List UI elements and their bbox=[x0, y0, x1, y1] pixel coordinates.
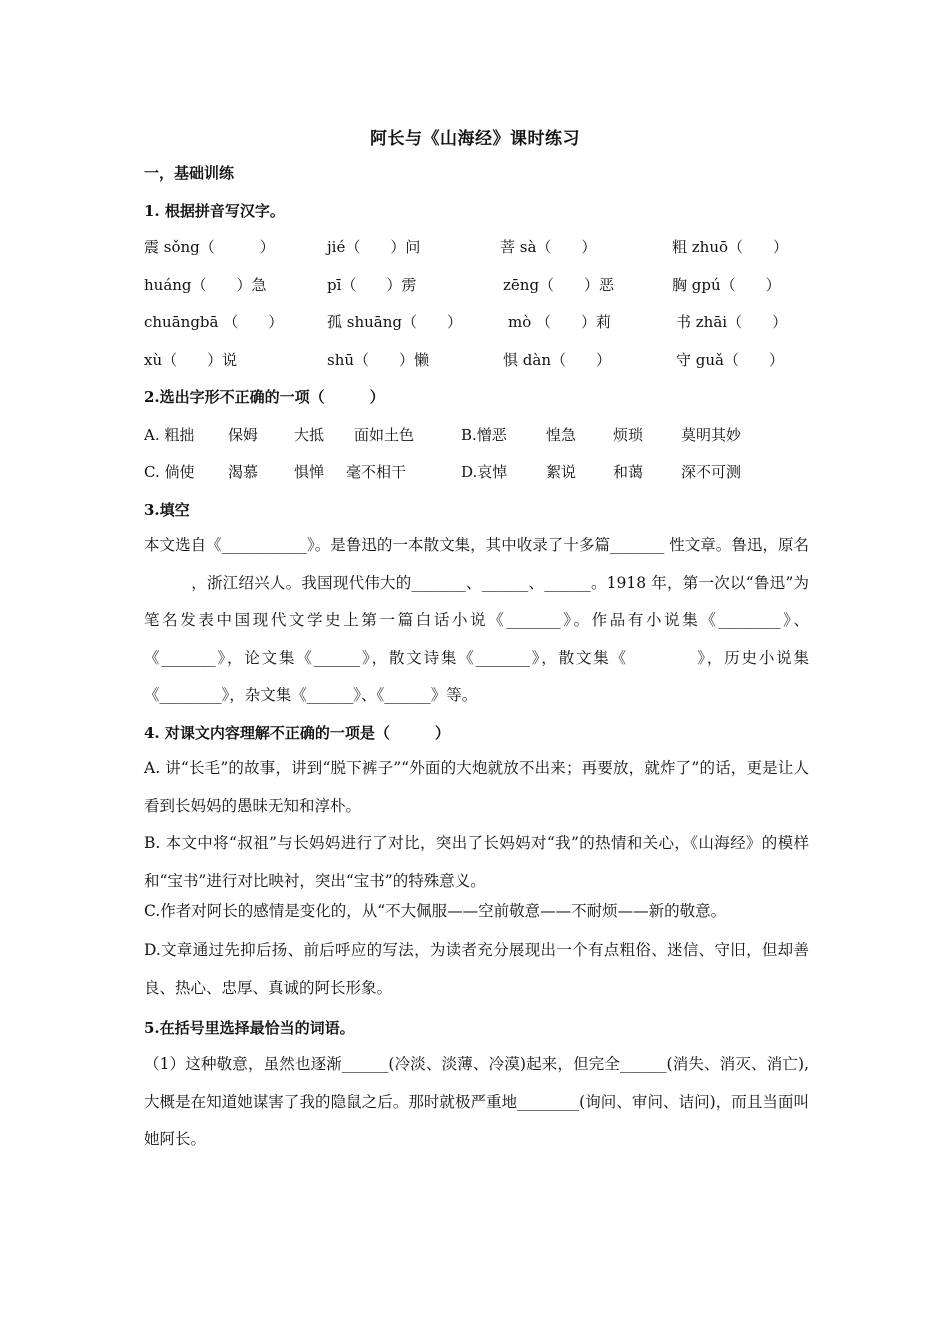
question-4-heading: 4. 对课文内容理解不正确的一项是（ ） bbox=[144, 724, 450, 742]
pinyin-item: shū（ ）懒 bbox=[327, 351, 430, 369]
pinyin-item: jié（ ）问 bbox=[327, 238, 421, 256]
option-d-text: D.文章通过先抑后扬、前后呼应的写法，为读者充分展现出一个有点粗俗、迷信、守旧，但却善良、热心、忠厚、真诚的阿长形象。 bbox=[144, 941, 809, 997]
pinyin-item: 菩 sà（ ） bbox=[500, 238, 597, 256]
question-4-option-b bbox=[144, 825, 809, 900]
option-b-text: B. 本文中将“叔祖”与长妈妈进行了对比，突出了长妈妈对“我”的热情和关心，《山海经》的模样和“宝书”进行对比映衬，突出“宝书”的特殊意义。 bbox=[144, 834, 809, 890]
pinyin-item: pī（ ）雳 bbox=[327, 276, 417, 294]
option-word: 和蔼 bbox=[613, 463, 644, 481]
question-5-heading: 5.在括号里选择最恰当的词语。 bbox=[144, 1019, 355, 1037]
option-a-text: A. 讲“长毛”的故事，讲到“脱下裤子”“外面的大炮就放不出来；再要放，就炸了”的话，更是让人看到长妈妈的愚昧无知和淳朴。 bbox=[144, 759, 809, 815]
option-word: 烦琐 bbox=[613, 426, 644, 444]
pinyin-item: chuāngbā （ ） bbox=[144, 313, 284, 331]
question-3-fill-in-text bbox=[144, 527, 809, 715]
question-4-option-d bbox=[144, 932, 809, 1007]
question-1-heading: 1. 根据拼音写汉字。 bbox=[144, 202, 285, 220]
question-4-option-a bbox=[144, 750, 809, 825]
question-5-text bbox=[144, 1046, 809, 1159]
option-word: C. 倘使 bbox=[144, 463, 195, 481]
option-word: 莫明其妙 bbox=[681, 426, 742, 444]
option-word: 深不可测 bbox=[681, 463, 742, 481]
pinyin-item: 胸 gpú（ ） bbox=[672, 276, 781, 294]
option-word: 惧惮 bbox=[294, 463, 325, 481]
option-word: 面如土色 bbox=[354, 426, 415, 444]
section-heading-basic-training: 一，基础训练 bbox=[144, 164, 235, 182]
pinyin-item: 粗 zhuō（ ） bbox=[672, 238, 789, 256]
option-word: 毫不相干 bbox=[346, 463, 407, 481]
option-word: A. 粗拙 bbox=[144, 426, 195, 444]
fill-in-paragraph: 本文选自《___________》。是鲁迅的一本散文集，其中收录了十多篇_______ 性文章。鲁迅，原名 ，浙江绍兴人。我国现代伟大的_______、______、______。1918 年，第一次以“鲁迅”为笔名发表中国现代文学史上第一篇白话小说《_______》。作品有小说集《________》、《_______》，论文集《______》，散文诗集《_______》，散文集《 》，历史小说集《________》，杂文集《______》、《______》等。 bbox=[144, 536, 809, 704]
pinyin-item: 震 sǒng（ ） bbox=[144, 238, 275, 256]
pinyin-item: xù（ ）说 bbox=[144, 351, 238, 369]
pinyin-item: huáng（ ）急 bbox=[144, 276, 267, 294]
pinyin-item: 守 guǎ（ ） bbox=[676, 351, 784, 369]
option-word: D.哀悼 bbox=[461, 463, 508, 481]
question-2-heading: 2.选出字形不正确的一项（ ） bbox=[144, 388, 385, 406]
pinyin-item: mò （ ）莉 bbox=[508, 313, 612, 331]
option-word: 惶急 bbox=[546, 426, 577, 444]
option-word: 保姆 bbox=[228, 426, 259, 444]
pinyin-item: 书 zhāi（ ） bbox=[676, 313, 788, 331]
option-word: 大抵 bbox=[294, 426, 325, 444]
option-word: B.憎恶 bbox=[461, 426, 507, 444]
question-4-option-c bbox=[144, 893, 809, 931]
page-title: 阿长与《山海经》课时练习 bbox=[370, 129, 580, 149]
option-word: 渴慕 bbox=[228, 463, 259, 481]
pinyin-item: 孤 shuāng（ ） bbox=[327, 313, 462, 331]
pinyin-item: zēng（ ）恶 bbox=[503, 276, 615, 294]
option-word: 絮说 bbox=[546, 463, 577, 481]
q5-paragraph: （1）这种敬意，虽然也逐渐______(冷淡、淡薄、冷漠)起来，但完全______(消失、消灭、消亡),大概是在知道她谋害了我的隐鼠之后。那时就极严重地________(询问、审问、诘问)，而且当面叫她阿长。 bbox=[144, 1055, 809, 1148]
pinyin-item: 惧 dàn（ ） bbox=[503, 351, 611, 369]
question-3-heading: 3.填空 bbox=[144, 501, 190, 519]
option-c-text: C.作者对阿长的感情是变化的，从“不大佩服——空前敬意——不耐烦——新的敬意。 bbox=[144, 902, 727, 920]
